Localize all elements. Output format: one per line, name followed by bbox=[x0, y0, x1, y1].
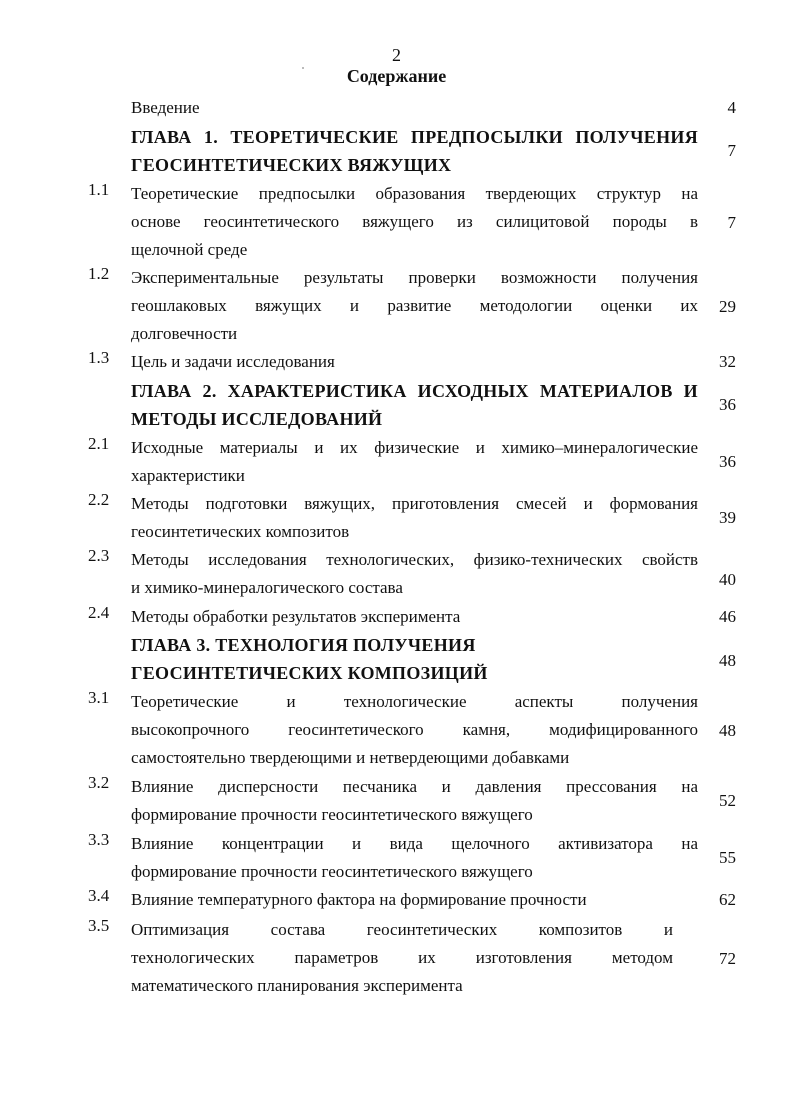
toc-entry-text bbox=[131, 180, 698, 264]
toc-entry-line: Цель и задачи исследования bbox=[131, 352, 335, 371]
toc-entry-line: ГЕОСИНТЕТИЧЕСКИХ ВЯЖУЩИХ bbox=[131, 155, 452, 175]
toc-entry-line: геошлаковых вяжущих и развитие методологии оценки их bbox=[131, 296, 698, 315]
toc-page-ref: 40 bbox=[719, 570, 736, 589]
toc-entry-line: Теоретические и технологические аспекты получения bbox=[131, 692, 698, 711]
toc-page-ref: 29 bbox=[719, 297, 736, 316]
toc-entry-line: самостоятельно твердеющими и нетвердеющими добавками bbox=[131, 748, 570, 767]
toc-entry-line: геосинтетических композитов bbox=[131, 522, 350, 541]
toc-page-ref: 55 bbox=[719, 848, 736, 867]
toc-entry-line: Влияние дисперсности песчаника и давления прессования на bbox=[131, 777, 698, 796]
toc-entry-line: ГЛАВА 2. ХАРАКТЕРИСТИКА ИСХОДНЫХ МАТЕРИАЛОВ И bbox=[131, 381, 698, 401]
page-number: 2 bbox=[392, 45, 401, 65]
toc-section-number: 3.2 bbox=[88, 773, 110, 792]
toc-section-number: 3.1 bbox=[88, 688, 110, 707]
toc-section-number: 3.4 bbox=[88, 886, 110, 905]
toc-entry-text bbox=[131, 546, 698, 602]
toc-page-ref: 36 bbox=[719, 395, 736, 414]
toc-page-ref: 72 bbox=[719, 949, 736, 968]
toc-page-ref: 36 bbox=[719, 452, 736, 471]
toc-entry-line: долговечности bbox=[131, 324, 238, 343]
toc-entry-text bbox=[131, 688, 698, 772]
toc-entry-text bbox=[131, 123, 698, 179]
toc-section-number: 2.2 bbox=[88, 490, 110, 509]
toc-entry-line: Экспериментальные результаты проверки возможности получения bbox=[131, 268, 698, 287]
toc-page-ref: 52 bbox=[719, 791, 736, 810]
toc-entry-line: щелочной среде bbox=[131, 240, 248, 259]
toc-page-ref: 7 bbox=[727, 213, 736, 232]
toc-entry-text bbox=[131, 348, 698, 376]
toc-entry-text bbox=[131, 830, 698, 886]
toc-entry-line: ГЕОСИНТЕТИЧЕСКИХ КОМПОЗИЦИЙ bbox=[131, 663, 488, 683]
toc-entry-line: МЕТОДЫ ИССЛЕДОВАНИЙ bbox=[131, 409, 383, 429]
toc-entry-line: математического планирования эксперимента bbox=[131, 976, 463, 995]
toc-entry-text bbox=[131, 434, 698, 490]
toc-section-number: 3.3 bbox=[88, 830, 110, 849]
toc-page-ref: 46 bbox=[719, 607, 736, 626]
toc-entry-line: Теоретические предпосылки образования твердеющих структур на bbox=[131, 184, 698, 203]
toc-entry-line: основе геосинтетического вяжущего из силицитовой породы в bbox=[131, 212, 698, 231]
toc-page-ref: 48 bbox=[719, 651, 736, 670]
toc-page-ref: 4 bbox=[727, 98, 736, 117]
toc-section-number: 2.3 bbox=[88, 546, 110, 565]
toc-entry-line: ГЛАВА 3. ТЕХНОЛОГИЯ ПОЛУЧЕНИЯ bbox=[131, 635, 476, 655]
toc-entry-line: Влияние температурного фактора на формирование прочности bbox=[131, 890, 587, 909]
toc-entry-text bbox=[131, 886, 698, 914]
toc-entry-text bbox=[131, 603, 698, 631]
toc-entry-line: и химико-минералогического состава bbox=[131, 578, 403, 597]
toc-section-number: 1.2 bbox=[88, 264, 110, 283]
toc-entry-line: характеристики bbox=[131, 466, 245, 485]
toc-section-number: 3.5 bbox=[88, 916, 110, 935]
toc-entry-text bbox=[131, 490, 698, 546]
toc-entry-text bbox=[131, 773, 698, 829]
toc-entry-text bbox=[131, 264, 698, 348]
toc-entry-text bbox=[131, 377, 698, 433]
toc-page-ref: 7 bbox=[727, 141, 736, 160]
toc-entry-text bbox=[131, 94, 698, 122]
toc-entry-line: формирование прочности геосинтетического вяжущего bbox=[131, 805, 533, 824]
toc-entry-line: Методы подготовки вяжущих, приготовления смесей и формования bbox=[131, 494, 698, 513]
toc-section-number: 2.4 bbox=[88, 603, 110, 622]
toc-entry-line: Методы исследования технологических, физико-технических свойств bbox=[131, 550, 698, 569]
toc-section-number: 2.1 bbox=[88, 434, 110, 453]
toc-entry-line: Методы обработки результатов эксперимента bbox=[131, 607, 461, 626]
toc-page-ref: 39 bbox=[719, 508, 736, 527]
toc-entry-line: Введение bbox=[131, 98, 200, 117]
toc-entry-text bbox=[131, 916, 673, 1000]
toc-page-ref: 48 bbox=[719, 721, 736, 740]
toc-entry-line: ГЛАВА 1. ТЕОРЕТИЧЕСКИЕ ПРЕДПОСЫЛКИ ПОЛУЧЕНИЯ bbox=[131, 127, 698, 147]
toc-entry-line: высокопрочного геосинтетического камня, модифицированного bbox=[131, 720, 698, 739]
toc-entry-text bbox=[131, 631, 698, 687]
toc-entry-line: Влияние концентрации и вида щелочного активизатора на bbox=[131, 834, 698, 853]
toc-page-ref: 62 bbox=[719, 890, 736, 909]
toc-title: Содержание bbox=[346, 66, 447, 86]
toc-section-number: 1.1 bbox=[88, 180, 110, 199]
toc-entry-line: Исходные материалы и их физические и химико–минералогические bbox=[131, 438, 698, 457]
toc-section-number: 1.3 bbox=[88, 348, 110, 367]
toc-entry-line: формирование прочности геосинтетического вяжущего bbox=[131, 862, 533, 881]
toc-entry-line: технологических параметров их изготовления методом bbox=[131, 948, 673, 967]
toc-entry-line: Оптимизация состава геосинтетических композитов и bbox=[131, 920, 673, 939]
toc-page-ref: 32 bbox=[719, 352, 736, 371]
